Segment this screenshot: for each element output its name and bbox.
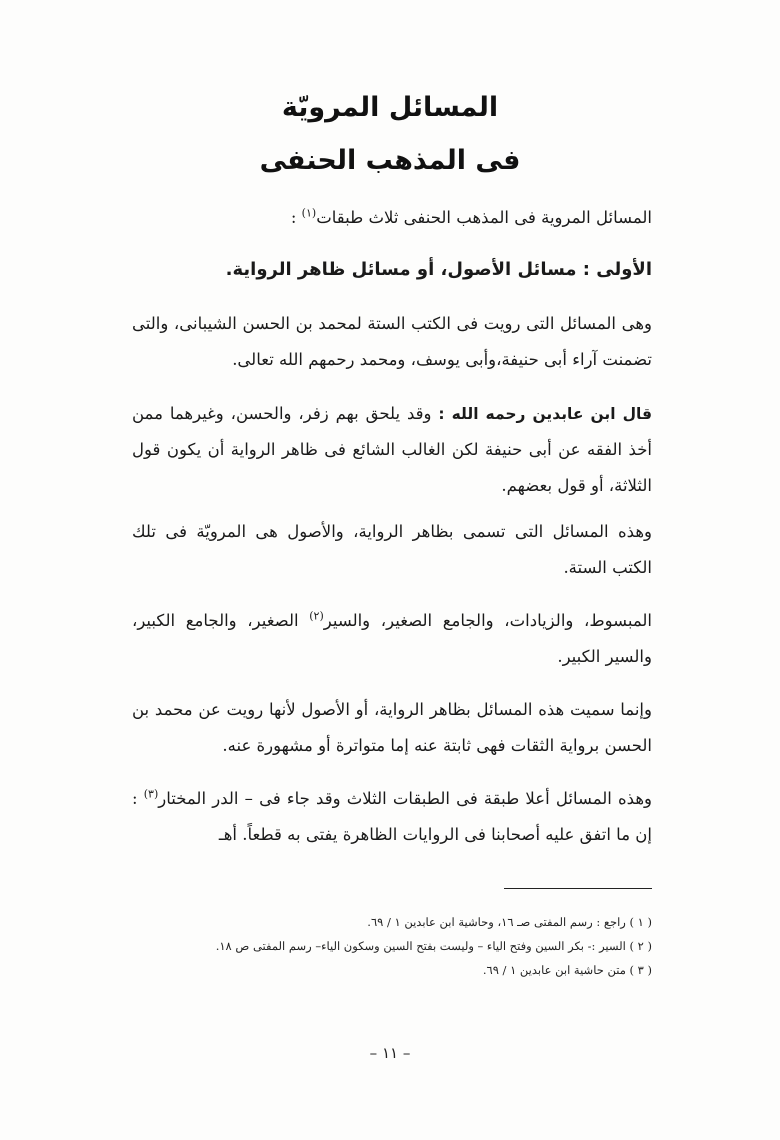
paragraph-4-before: المبسوط، والزيادات، والجامع الصغير، والسير [323, 611, 652, 630]
intro-paragraph [132, 200, 652, 236]
paragraph-6 [132, 781, 652, 853]
footnote-ref-2[interactable]: (٢) [309, 609, 324, 623]
footnotes [112, 910, 652, 982]
paragraph-5: وإنما سميت هذه المسائل بظاهر الرواية، أو الأصول لأنها رويت عن محمد بن الحسن برواية الثقات فهى ثابتة عنه إما متواترة أو مشهورة عنه. [132, 700, 652, 755]
paragraph-2 [132, 396, 652, 504]
paragraph-6-before: وهذه المسائل أعلا طبقة فى الطبقات الثلاث وقد جاء فى – الدر المختار [158, 789, 653, 808]
quote-lead: قال ابن عابدين رحمه الله : [438, 405, 653, 423]
intro-tail: : [290, 208, 297, 227]
page-title: المسائل المرويّة [281, 92, 499, 123]
paragraph-4 [132, 603, 652, 675]
footnote-ref-1[interactable]: (١) [301, 206, 317, 220]
paragraph-4-after: الصغير، والجامع الكبير، والسير الكبير. [132, 611, 652, 666]
section-heading-first: الأولى : مسائل الأصول، أو مسائل ظاهر الرواية. [225, 259, 652, 280]
footnote-ref-3[interactable]: (٣) [143, 787, 159, 801]
footnote-1: ( ١ ) راجع : رسم المفتى صـ ١٦، وحاشية ابن عابدين ١ / ٦٩. [367, 915, 652, 929]
paragraph-6-after: : إن ما اتفق عليه أصحابنا فى الروايات الظاهرة يفتى به قطعاً. أهـ [132, 789, 652, 844]
intro-text: المسائل المروية فى المذهب الحنفى ثلاث طبقات [316, 208, 652, 227]
paragraph-1: وهى المسائل التى رويت فى الكتب الستة لمحمد بن الحسن الشيبانى، والتى تضمنت آراء أبى حنيفة،وأبى يوسف، ومحمد رحمهم الله تعالى. [132, 314, 652, 369]
page-number: – ١١ – [369, 1044, 411, 1062]
paragraph-3: وهذه المسائل التى تسمى بظاهر الرواية، والأصول هى المرويّة فى تلك الكتب الستة. [132, 522, 652, 577]
footnote-divider [504, 888, 652, 889]
page-subtitle: فى المذهب الحنفى [259, 145, 521, 176]
paragraph-2-text: وقد يلحق بهم زفر، والحسن، وغيرهما ممن أخذ الفقه عن أبى حنيفة لكن الغالب الشائع فى ظاهر الرواية أن يكون قول الثلاثة، أو قول بعضهم. [132, 404, 652, 495]
footnote-3: ( ٣ ) متن حاشية ابن عابدين ١ / ٦٩. [482, 963, 652, 977]
footnote-2: ( ٢ ) السير :- بكر السين وفتح الياء – وليست بفتح السين وسكون الياء– رسم المفتى ص ١٨. [215, 939, 652, 953]
